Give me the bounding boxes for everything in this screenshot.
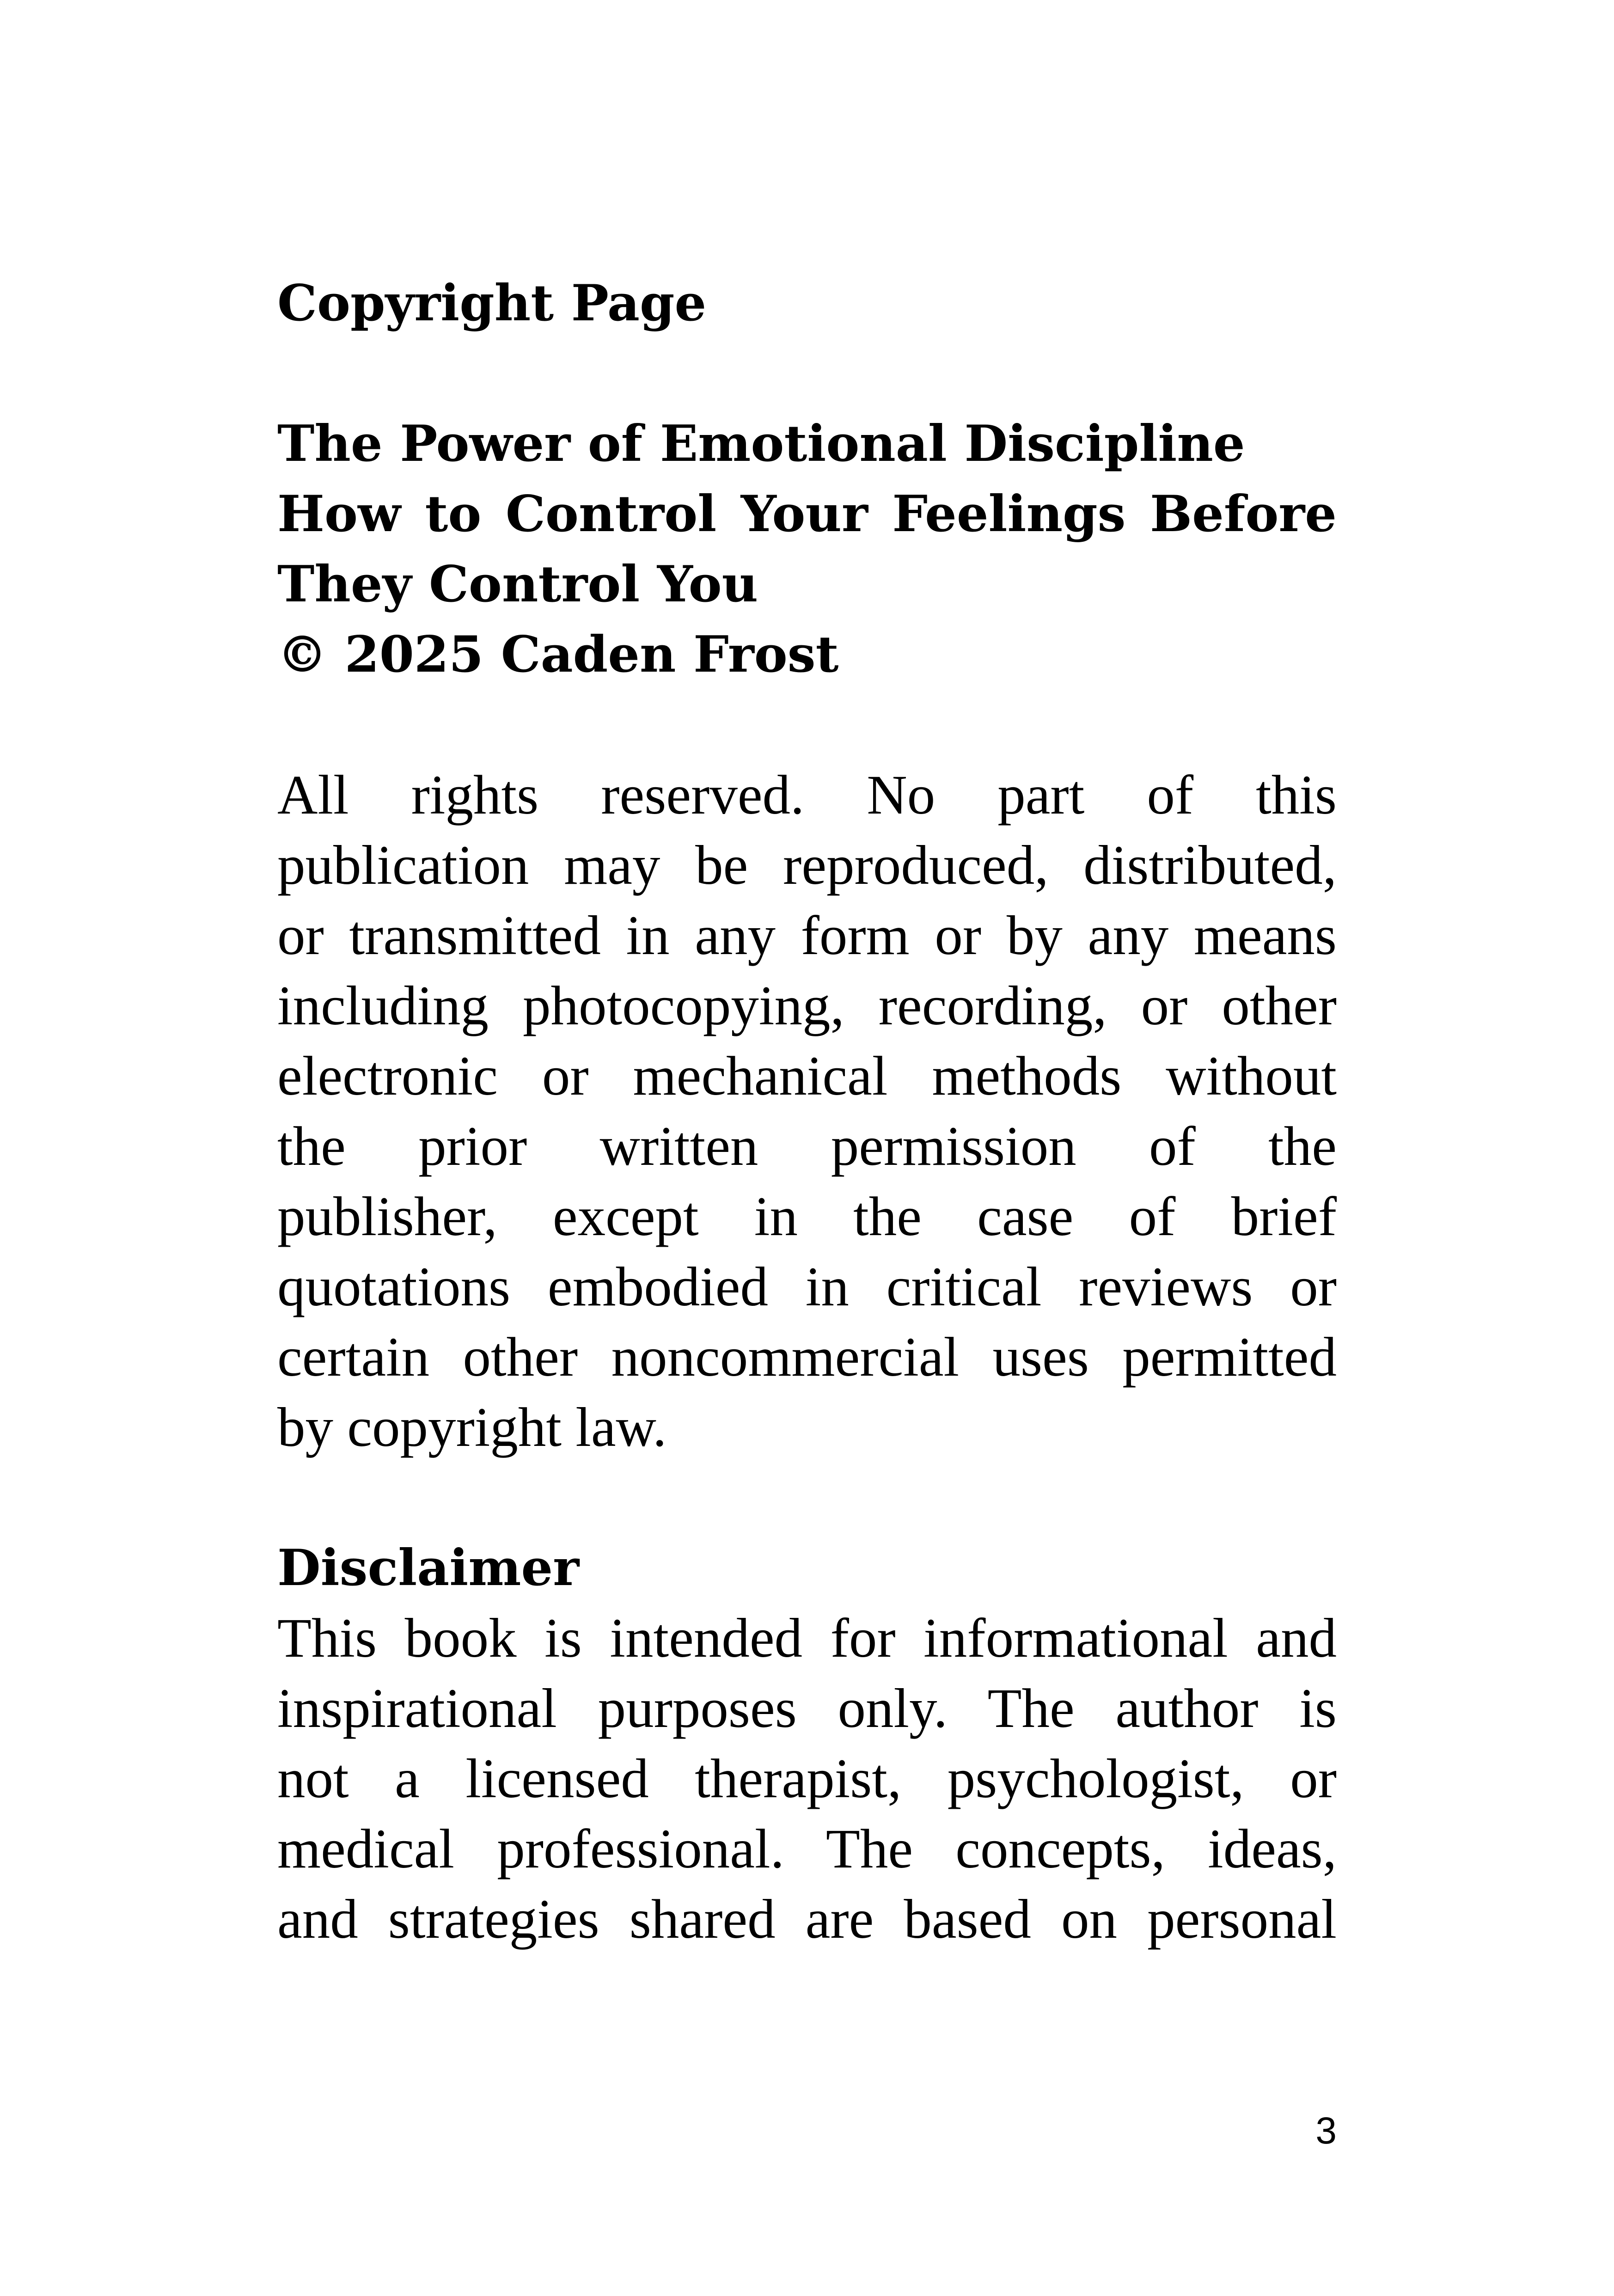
book-subtitle-line-2: They Control You [277,555,758,613]
disclaimer-paragraph [277,1603,1337,1954]
title-block [277,409,1337,690]
rights-line: publisher, except in the case of brief [277,1186,1337,1248]
rights-line: including photocopying, recording, or other [277,975,1337,1037]
rights-line: certain other noncommercial uses permitted [277,1326,1337,1388]
disclaimer-heading: Disclaimer [277,1539,580,1597]
rights-line: or transmitted in any form or by any means [277,905,1337,967]
rights-line: quotations embodied in critical reviews or [277,1256,1337,1318]
rights-line: electronic or mechanical methods without [277,1045,1337,1107]
rights-line: publication may be reproduced, distributed, [277,834,1337,896]
copyright-page-heading: Copyright Page [277,274,707,332]
book-title: The Power of Emotional Discipline [277,415,1245,473]
rights-paragraph [277,760,1337,1463]
rights-line: All rights reserved. No part of this [277,764,1337,826]
disclaimer-line: and strategies shared are based on personal [277,1888,1337,1950]
book-subtitle-line-1: How to Control Your Feelings Before [277,485,1337,543]
disclaimer-line: This book is intended for informational and [277,1607,1337,1669]
rights-line: by copyright law. [277,1396,667,1458]
copyright-notice: © 2025 Caden Frost [277,625,839,684]
disclaimer-line: medical professional. The concepts, ideas, [277,1818,1337,1880]
rights-line: the prior written permission of the [277,1115,1337,1177]
disclaimer-line: inspirational purposes only. The author is [277,1678,1337,1739]
disclaimer-line: not a licensed therapist, psychologist, or [277,1748,1337,1810]
page-number: 3 [1315,2110,1337,2152]
page-content [277,268,1337,1954]
